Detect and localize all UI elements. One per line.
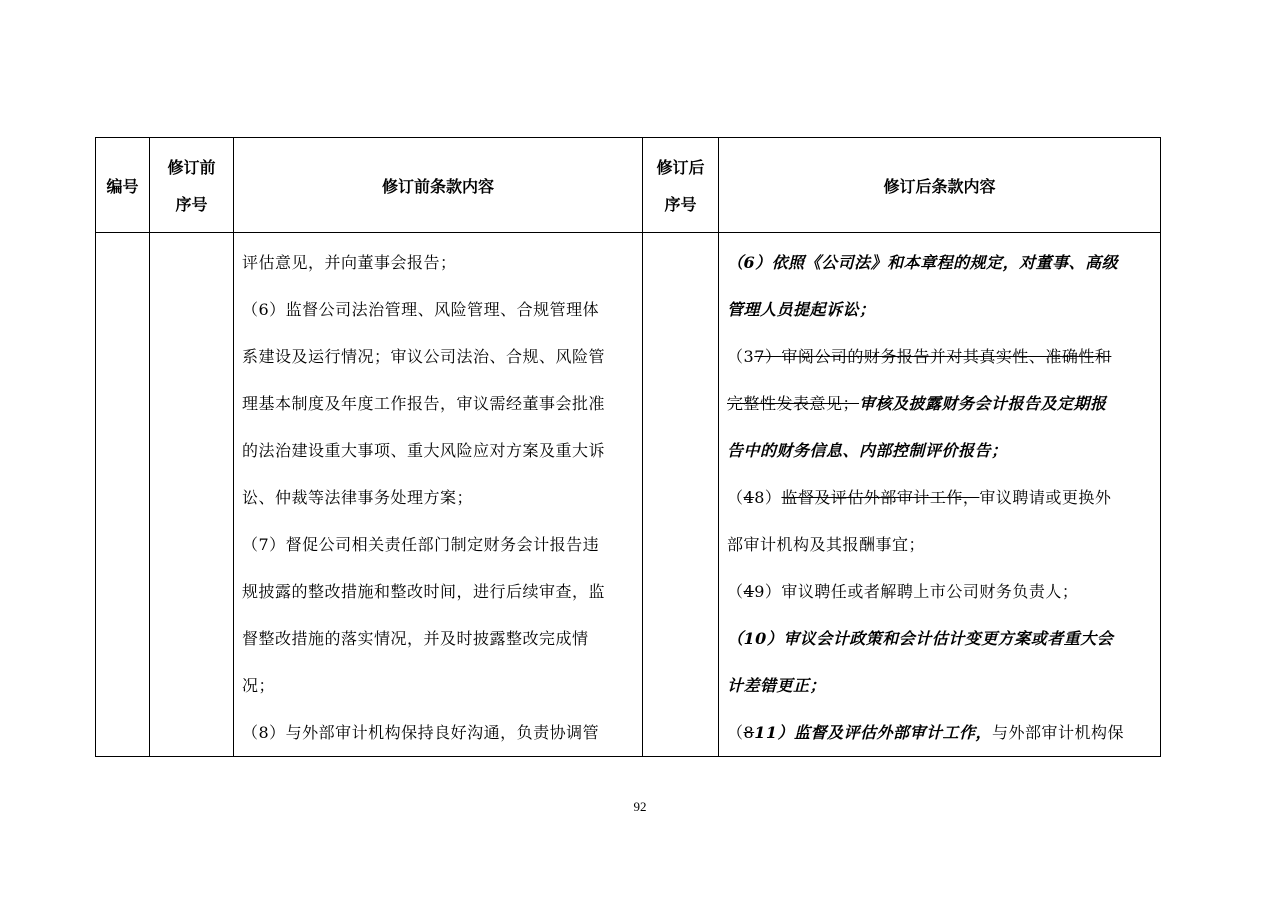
after-line — [727, 333, 1152, 380]
seq-text: 8） — [754, 488, 782, 507]
header-after-seq-line1: 修订后 — [656, 158, 705, 177]
after-line — [727, 662, 1152, 709]
header-after-seq-line2: 序号 — [664, 195, 697, 214]
added-text: 审核及披露财务会计报告及定期报 — [859, 394, 1107, 413]
revision-table — [95, 137, 1161, 757]
after-line — [727, 615, 1152, 662]
after-line — [727, 286, 1152, 333]
before-line: 况； — [242, 676, 276, 695]
seq-text: （ — [727, 488, 744, 507]
before-line: 系建设及运行情况；审议公司法治、合规、风险管 — [242, 347, 606, 366]
header-row — [96, 138, 1161, 233]
cell-before-seq — [150, 233, 234, 757]
after-line — [727, 474, 1152, 521]
added-text: 管理人员提起诉讼； — [727, 300, 876, 319]
after-line — [727, 709, 1152, 756]
header-before-seq-line1: 修订前 — [167, 158, 216, 177]
added-text: （6）依照《公司法》和本章程的规定，对董事、高级 — [727, 253, 1119, 272]
seq-text: （ — [727, 723, 744, 742]
seq-text: （ — [727, 582, 744, 601]
content-row — [96, 233, 1161, 757]
cell-before-content — [234, 233, 643, 757]
before-line: 评估意见，并向董事会报告； — [242, 253, 457, 272]
after-line — [727, 239, 1152, 286]
plain-text: 审议聘请或更换外 — [979, 488, 1112, 507]
deleted-text: 4 — [743, 582, 755, 601]
header-no: 编号 — [96, 138, 150, 233]
added-text: 11）监督及评估外部审计工作， — [754, 723, 992, 742]
page-number: 92 — [633, 799, 647, 814]
deleted-text: 8 — [743, 723, 755, 742]
added-text: 告中的财务信息、内部控制评价报告； — [727, 441, 1008, 460]
after-line — [727, 380, 1152, 427]
deleted-text: 7） — [754, 347, 782, 366]
before-line: （7）督促公司相关责任部门制定财务会计报告违 — [242, 535, 600, 554]
cell-after-content — [719, 233, 1161, 757]
header-after-seq — [643, 138, 719, 233]
before-line: 督整改措施的落实情况，并及时披露整改完成情 — [242, 629, 589, 648]
deleted-text: 监督及评估外部审计工作， — [781, 488, 980, 507]
header-before-seq — [150, 138, 234, 233]
deleted-text: 审阅公司的财务报告并对其真实性、准确性和 — [781, 347, 1112, 366]
before-line: 规披露的整改措施和整改时间，进行后续审查，监 — [242, 582, 606, 601]
before-line: 理基本制度及年度工作报告，审议需经董事会批准 — [242, 394, 606, 413]
after-line — [727, 568, 1152, 615]
before-line: （8）与外部审计机构保持良好沟通，负责协调管 — [242, 723, 600, 742]
after-line — [727, 521, 1152, 568]
plain-text: 与外部审计机构保 — [991, 723, 1124, 742]
after-line — [727, 427, 1152, 474]
header-after-content: 修订后条款内容 — [719, 138, 1161, 233]
added-text: 计差错更正； — [727, 676, 827, 695]
before-line: （6）监督公司法治管理、风险管理、合规管理体 — [242, 300, 600, 319]
deleted-text: 4 — [743, 488, 755, 507]
before-line: 的法治建设重大事项、重大风险应对方案及重大诉 — [242, 441, 606, 460]
cell-after-seq — [643, 233, 719, 757]
added-text: （10）审议会计政策和会计估计变更方案或者重大会 — [727, 629, 1114, 648]
deleted-text: 完整性发表意见； — [727, 394, 860, 413]
cell-no — [96, 233, 150, 757]
header-before-seq-line2: 序号 — [175, 195, 208, 214]
seq-text: （3 — [727, 347, 755, 366]
plain-text: 部审计机构及其报酬事宜； — [727, 535, 926, 554]
plain-text: 9）审议聘任或者解聘上市公司财务负责人； — [754, 582, 1079, 601]
before-line: 讼、仲裁等法律事务处理方案； — [242, 488, 474, 507]
header-before-content: 修订前条款内容 — [234, 138, 643, 233]
